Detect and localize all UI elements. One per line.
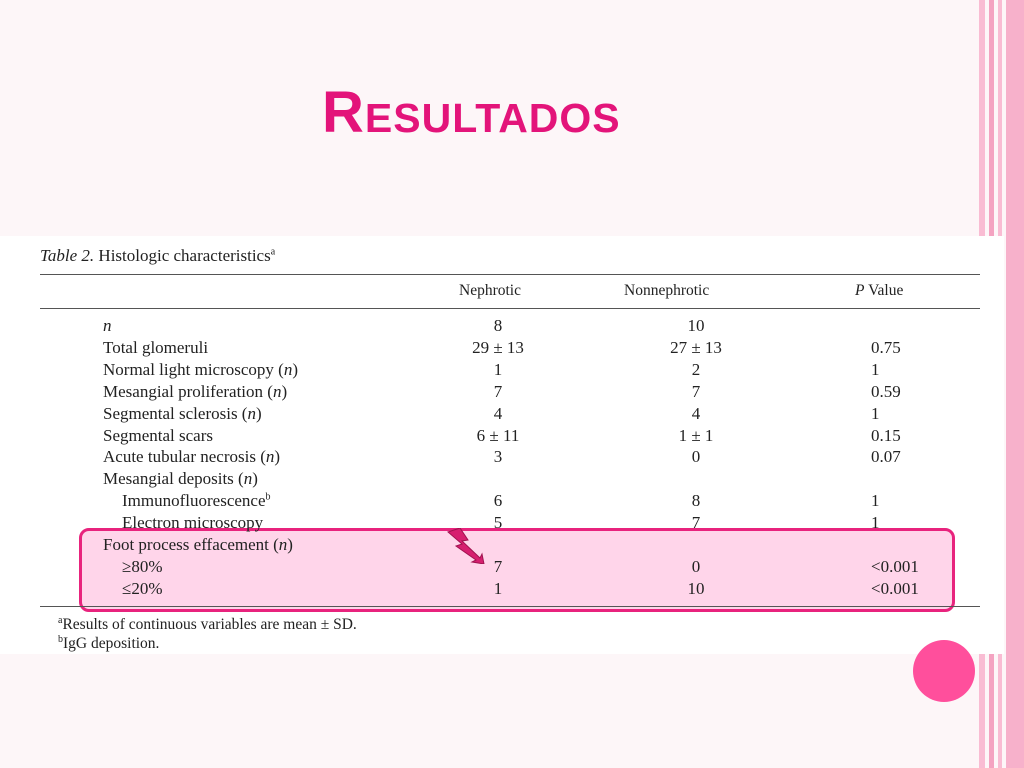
row-label [103, 469, 258, 489]
table-row [0, 579, 1000, 601]
row-label [122, 491, 271, 511]
table-bottom-rule [40, 606, 980, 607]
row-label-italic: n [265, 447, 275, 467]
footnote-text: Results of continuous variables are mean ± SD. [62, 616, 357, 634]
row-label-italic: n [278, 535, 288, 554]
table-caption-prefix: Table 2. [40, 246, 95, 265]
row-label-text: Segmental sclerosis ( [103, 403, 248, 423]
cell-nephrotic: 7 [493, 381, 503, 401]
cell-p-value: <0.001 [871, 578, 919, 598]
cell-nephrotic: 5 [493, 513, 503, 533]
table-row [0, 557, 1000, 579]
lightning-bolt-icon [446, 528, 486, 564]
cell-nephrotic: 6 ± 11 [476, 425, 520, 445]
row-label-text: Electron microscopy [122, 513, 264, 533]
column-header-p-value [855, 282, 903, 300]
row-label-text: Mesangial proliferation ( [103, 381, 273, 401]
row-label-suffix: ) [255, 403, 262, 423]
cell-nonnephrotic: 4 [691, 403, 701, 423]
row-label [103, 316, 112, 336]
row-label-footnote-mark: b [265, 491, 271, 503]
slide-title: Resultados [322, 80, 621, 145]
row-label-text: Segmental scars [103, 425, 213, 445]
row-label-italic: n [272, 381, 282, 401]
cell-p-value: 1 [871, 513, 880, 533]
row-label [103, 447, 280, 467]
row-label-text: Acute tubular necrosis ( [103, 447, 266, 467]
cell-nephrotic: 1 [493, 578, 503, 598]
cell-p-value: 0.15 [871, 425, 901, 445]
table-caption [40, 246, 275, 266]
cell-p-value: 1 [871, 403, 880, 423]
table-row [0, 426, 1000, 448]
cell-nonnephrotic: 8 [691, 491, 701, 511]
table-row [0, 360, 1000, 382]
row-label-italic: n [243, 469, 253, 489]
row-label [103, 382, 287, 402]
table-row [0, 338, 1000, 360]
footnote-mark: a [58, 615, 63, 626]
cell-p-value: 1 [871, 359, 880, 379]
footnote-b [58, 634, 159, 653]
row-label-suffix: ) [281, 381, 288, 401]
cell-nonnephrotic: 10 [687, 316, 705, 335]
row-label-suffix: ) [292, 359, 298, 379]
row-label [103, 404, 262, 424]
cell-p-value: 0.59 [871, 381, 901, 401]
row-label [103, 426, 213, 446]
table-top-rule [40, 274, 980, 275]
table-row [0, 491, 1000, 513]
cell-nephrotic: 6 [493, 491, 503, 511]
footnote-text: IgG deposition. [63, 635, 160, 653]
column-header-nonnephrotic: Nonnephrotic [624, 282, 710, 299]
cell-nephrotic: 4 [493, 403, 503, 423]
row-label [103, 360, 298, 380]
row-label-text: Total glomeruli [103, 337, 209, 357]
table-row [0, 513, 1000, 535]
footnote-mark: b [58, 634, 63, 645]
cell-nonnephrotic: 1 ± 1 [678, 425, 714, 445]
p-italic: P [855, 282, 865, 299]
cell-nephrotic: 29 ± 13 [472, 337, 524, 357]
table-row [0, 404, 1000, 426]
cell-nephrotic: 3 [493, 447, 503, 467]
row-label-suffix: ) [274, 447, 281, 467]
row-label [103, 535, 293, 555]
row-label-text: ≤20% [122, 578, 163, 598]
row-label-text: Normal light microscopy ( [103, 359, 284, 379]
cell-p-value: 0.75 [871, 337, 901, 357]
cell-nonnephrotic: 7 [691, 513, 701, 533]
cell-nephrotic: 1 [493, 359, 503, 379]
row-label [103, 338, 208, 358]
table-row [0, 382, 1000, 404]
cell-nonnephrotic: 0 [691, 556, 701, 576]
row-label-suffix: ) [252, 469, 258, 489]
cell-p-value: 0.07 [871, 447, 901, 467]
table-row [0, 535, 1000, 557]
row-label-italic: n [247, 403, 256, 423]
column-header-nephrotic: Nephrotic [459, 282, 521, 299]
cell-nonnephrotic: 10 [687, 578, 705, 598]
footnote-a [58, 615, 357, 634]
cell-p-value: <0.001 [871, 556, 919, 576]
cell-nonnephrotic: 7 [691, 381, 701, 401]
row-label-text: Immunofluorescence [122, 491, 266, 511]
table-header-rule [40, 308, 980, 309]
row-label-text: Foot process effacement ( [103, 535, 279, 554]
cell-nonnephrotic: 0 [691, 447, 701, 467]
row-label-suffix: ) [287, 535, 293, 554]
table-caption-text: Histologic characteristics [94, 246, 271, 265]
table-row [0, 447, 1000, 469]
decorative-circle [913, 640, 975, 702]
cell-nephrotic: 7 [493, 556, 503, 576]
row-label [122, 579, 163, 599]
cell-nephrotic: 8 [493, 316, 503, 335]
p-rest: Value [864, 282, 904, 299]
row-label [122, 513, 263, 533]
table-row [0, 469, 1000, 491]
table-row [0, 316, 1000, 338]
cell-nonnephrotic: 27 ± 13 [670, 337, 722, 357]
cell-p-value: 1 [871, 491, 880, 511]
row-label-italic: n [103, 316, 112, 335]
decorative-stripe [1006, 0, 1024, 768]
row-label-text: ≥80% [122, 556, 163, 576]
cell-nonnephrotic: 2 [691, 359, 701, 379]
table-caption-footnote-mark: a [270, 246, 276, 258]
row-label-italic: n [283, 359, 293, 379]
row-label [122, 557, 163, 577]
row-label-text: Mesangial deposits ( [103, 469, 244, 489]
